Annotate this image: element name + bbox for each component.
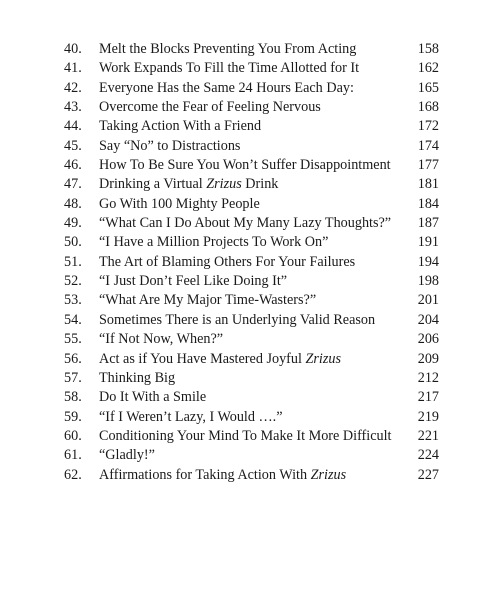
entry-number: 48. — [64, 195, 82, 212]
entry-number: 41. — [64, 60, 82, 77]
entry-title: Conditioning Your Mind To Make It More Difficult — [99, 427, 392, 444]
entry-page-number: 221 — [417, 427, 439, 444]
entry-title: “If I Weren’t Lazy, I Would ….” — [99, 408, 283, 425]
entry-page-number: 165 — [417, 79, 439, 96]
entry-number: 56. — [64, 350, 82, 367]
toc-entry[interactable] — [64, 214, 439, 233]
toc-entry[interactable] — [64, 137, 439, 156]
toc-entry[interactable] — [64, 446, 439, 465]
entry-number: 46. — [64, 157, 82, 174]
toc-entry[interactable] — [64, 59, 439, 78]
entry-title-suffix: Drink — [241, 176, 279, 193]
entry-page-number: 168 — [417, 99, 439, 116]
entry-title: Overcome the Fear of Feeling Nervous — [99, 99, 321, 116]
entry-title — [99, 350, 341, 369]
entry-title: Sometimes There is an Underlying Valid Reason — [99, 311, 376, 328]
toc-entry[interactable] — [64, 233, 439, 252]
toc-entry[interactable] — [64, 369, 439, 388]
entry-title: Everyone Has the Same 24 Hours Each Day: — [99, 79, 354, 96]
entry-number: 47. — [64, 176, 82, 193]
entry-page-number: 219 — [417, 408, 439, 425]
entry-number: 54. — [64, 311, 82, 328]
entry-page-number: 194 — [417, 253, 439, 270]
entry-number: 58. — [64, 389, 82, 406]
entry-number: 42. — [64, 79, 82, 96]
entry-number: 55. — [64, 331, 82, 348]
entry-title-emphasis: Zrizus — [310, 466, 347, 483]
entry-number: 57. — [64, 369, 82, 386]
entry-page-number: 206 — [417, 331, 439, 348]
entry-page-number: 181 — [417, 176, 439, 193]
entry-title: How To Be Sure You Won’t Suffer Disappointment — [99, 157, 391, 174]
toc-entry[interactable] — [64, 350, 439, 369]
entry-page-number: 184 — [417, 195, 439, 212]
entry-page-number: 212 — [417, 369, 439, 386]
entry-title-emphasis: Zrizus — [305, 350, 341, 367]
entry-title-text: Affirmations for Taking Action With — [99, 466, 311, 483]
entry-number: 53. — [64, 292, 82, 309]
entry-title: Go With 100 Mighty People — [99, 195, 260, 212]
toc-entry[interactable] — [64, 330, 439, 349]
entry-number: 62. — [64, 466, 82, 483]
entry-page-number: 224 — [417, 447, 439, 464]
entry-page-number: 172 — [417, 118, 439, 135]
entry-title-text: Drinking a Virtual — [99, 176, 207, 193]
toc-entry[interactable] — [64, 98, 439, 117]
table-of-contents — [64, 40, 439, 485]
entry-number: 60. — [64, 427, 82, 444]
entry-title-emphasis: Zrizus — [206, 176, 242, 193]
toc-entry[interactable] — [64, 195, 439, 214]
entry-title — [99, 466, 346, 485]
entry-page-number: 158 — [417, 41, 439, 57]
entry-title: Thinking Big — [99, 369, 176, 386]
entry-title: “I Have a Million Projects To Work On” — [99, 234, 329, 251]
toc-entry[interactable] — [64, 117, 439, 136]
toc-entry[interactable] — [64, 388, 439, 407]
entry-number: 51. — [64, 253, 82, 270]
entry-title: “If Not Now, When?” — [99, 331, 224, 348]
entry-title: Do It With a Smile — [99, 389, 207, 406]
entry-page-number: 204 — [417, 311, 439, 328]
entry-number: 44. — [64, 118, 82, 135]
toc-entry[interactable] — [64, 427, 439, 446]
toc-entry[interactable] — [64, 291, 439, 310]
toc-entry[interactable] — [64, 408, 439, 427]
entry-page-number: 187 — [417, 215, 439, 232]
entry-title: “Gladly!” — [99, 447, 155, 464]
entry-number: 40. — [64, 41, 82, 57]
entry-number: 49. — [64, 215, 82, 232]
entry-title: The Art of Blaming Others For Your Failures — [99, 253, 356, 270]
entry-title — [99, 175, 278, 194]
entry-number: 61. — [64, 447, 82, 464]
entry-page-number: 217 — [417, 389, 439, 406]
entry-page-number: 162 — [417, 60, 439, 77]
entry-number: 43. — [64, 99, 82, 116]
toc-entry[interactable] — [64, 79, 439, 98]
entry-title-text: Act as if You Have Mastered Joyful — [99, 350, 306, 367]
entry-title: “What Are My Major Time-Wasters?” — [99, 292, 317, 309]
entry-page-number: 201 — [417, 292, 439, 309]
entry-number: 45. — [64, 137, 82, 154]
toc-entry[interactable] — [64, 253, 439, 272]
entry-title: Melt the Blocks Preventing You From Acting — [99, 41, 357, 57]
entry-number: 59. — [64, 408, 82, 425]
toc-entry[interactable] — [64, 40, 439, 59]
toc-entry[interactable] — [64, 272, 439, 291]
entry-page-number: 174 — [417, 137, 439, 154]
toc-entry[interactable] — [64, 175, 439, 194]
entry-title: “I Just Don’t Feel Like Doing It” — [99, 273, 288, 290]
toc-entry[interactable] — [64, 156, 439, 175]
entry-page-number: 191 — [417, 234, 439, 251]
entry-page-number: 177 — [417, 157, 439, 174]
entry-page-number: 198 — [417, 273, 439, 290]
toc-entry[interactable] — [64, 466, 439, 485]
entry-title: Say “No” to Distractions — [99, 137, 241, 154]
entry-title: “What Can I Do About My Many Lazy Thoughts?” — [99, 215, 392, 232]
entry-title: Taking Action With a Friend — [99, 118, 262, 135]
entry-title: Work Expands To Fill the Time Allotted for It — [99, 60, 360, 77]
entry-number: 52. — [64, 273, 82, 290]
entry-page-number: 227 — [417, 466, 439, 483]
toc-entry[interactable] — [64, 311, 439, 330]
entry-number: 50. — [64, 234, 82, 251]
entry-page-number: 209 — [417, 350, 439, 367]
